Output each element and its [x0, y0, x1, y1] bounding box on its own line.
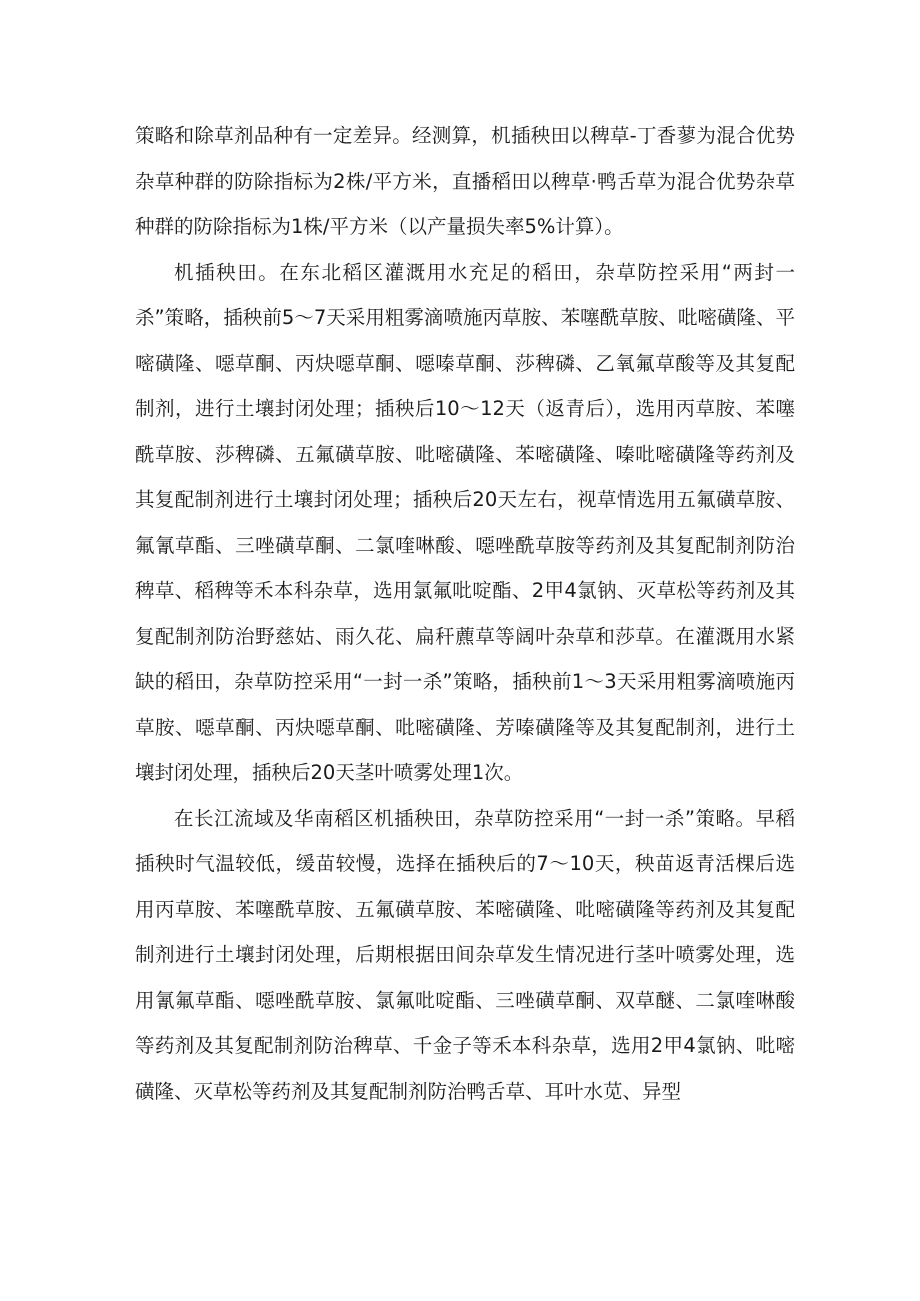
paragraph-machine-transplanted-field: 机插秧田。在东北稻区灌溉用水充足的稻田，杂草防控采用“两封一杀”策略，插秧前5～7天采用粗雾滴喷施丙草胺、苯噻酰草胺、吡嘧磺隆、平嘧磺隆、噁草酮、丙炔噁草酮、噁嗪草酮、莎稗磷、乙氧氟草酸等及其复配制剂，进行土壤封闭处理；插秧后10～12天（返青后），选用丙草胺、苯噻酰草胺、莎稗磷、五氟磺草胺、吡嘧磺隆、苯嘧磺隆、嗪吡嘧磺隆等药剂及其复配制剂进行土壤封闭处理；插秧后20天左右，视草情选用五氟磺草胺、氟氰草酯、三唑磺草酮、二氯喹啉酸、噁唑酰草胺等药剂及其复配制剂防治稗草、稻稗等禾本科杂草，选用氯氟吡啶酯、2甲4氯钠、灭草松等药剂及其复配制剂防治野慈姑、雨久花、扁秆藨草等阔叶杂草和莎草。在灌溉用水紧缺的稻田，杂草防控采用“一封一杀”策略，插秧前1～3天采用粗雾滴喷施丙草胺、噁草酮、丙炔噁草酮、吡嘧磺隆、芳嗪磺隆等及其复配制剂，进行土壤封闭处理，插秧后20天茎叶喷雾处理1次。 — [135, 260, 795, 784]
paragraph-yangtze-south-china: 在长江流域及华南稻区机插秧田，杂草防控采用“一封一杀”策略。早稻插秧时气温较低，缓苗较慢，选择在插秧后的7～10天，秧苗返青活棵后选用丙草胺、苯噻酰草胺、五氟磺草胺、苯嘧磺隆、吡嘧磺隆等药剂及其复配制剂进行土壤封闭处理，后期根据田间杂草发生情况进行茎叶喷雾处理，选用氰氟草酯、噁唑酰草胺、氯氟吡啶酯、三唑磺草酮、双草醚、二氯喹啉酸等药剂及其复配制剂防治稗草、千金子等禾本科杂草，选用2甲4氯钠、吡嘧磺隆、灭草松等药剂及其复配制剂防治鸭舌草、耳叶水苋、异型 — [135, 806, 795, 1103]
paragraph-continuation: 策略和除草剂品种有一定差异。经测算，机插秧田以稗草-丁香蓼为混合优势杂草种群的防除指标为2株/平方米，直播稻田以稗草·鸭舌草为混合优势杂草种群的防除指标为1株/平方米（以产量损失率5%计算）。 — [135, 124, 795, 238]
body-text — [135, 113, 795, 1114]
